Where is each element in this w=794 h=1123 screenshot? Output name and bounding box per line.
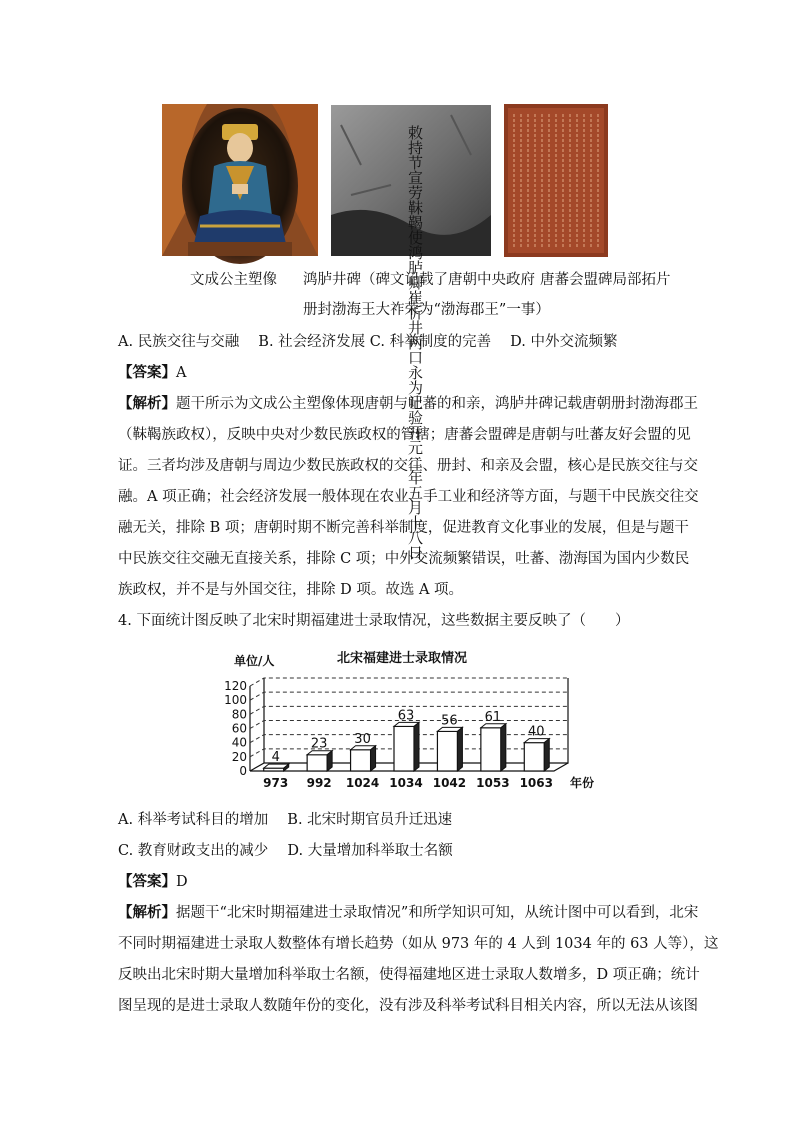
chart-y-axis-label: 单位/人 xyxy=(234,654,275,668)
chart-gridline xyxy=(250,692,568,700)
q4-analysis-line: 图呈现的是进士录取人数随年份的变化，没有涉及科举考试科目相关内容，所以无法从该图 xyxy=(118,998,698,1014)
chart-x-axis-label: 年份 xyxy=(570,776,595,790)
chart-bar xyxy=(481,724,506,771)
caption-stele: 鸿胪井碑（碑文记载了唐朝中央政府 xyxy=(303,272,535,288)
q4-analysis-line: 反映出北宋时期大量增加科举取士名额，使得福建地区进士录取人数增多，D 项正确；统计 xyxy=(118,967,700,983)
stele-inscription: 敕持节宣劳靺鞨使鸿胪卿崔忻井两口永为记验开元二年五月十八日 xyxy=(406,125,424,560)
chart-title: 北宋福建进士录取情况 xyxy=(336,651,468,666)
chart-bar xyxy=(437,727,462,771)
chart-x-tick-label: 992 xyxy=(306,776,332,790)
tang-tibet-alliance-stele-rubbing-image xyxy=(504,104,608,257)
chart-y-tick-label: 40 xyxy=(231,735,247,750)
caption-stele-line2: 册封渤海王大祚荣为“渤海郡王”一事） xyxy=(303,302,550,318)
chart-bar xyxy=(394,722,419,771)
analysis-label: 【解析】 xyxy=(118,904,176,921)
q3-analysis-line: 中民族交往交融无直接关系，排除 C 项；中外交流频繁错误，吐蕃、渤海国为国内少数民 xyxy=(118,551,690,567)
chart-data-label: 4 xyxy=(271,750,280,766)
chart-y-tick-label: 20 xyxy=(231,749,247,764)
q3-analysis-line: （靺鞨族政权），反映中央对少数民族政权的管辖；唐蕃会盟碑是唐朝与吐蕃友好会盟的见 xyxy=(118,427,691,443)
chart-x-tick-label: 973 xyxy=(263,776,289,790)
caption-statue: 文成公主塑像 xyxy=(190,272,277,288)
chart-data-label: 61 xyxy=(484,709,502,725)
analysis-label: 【解析】 xyxy=(118,395,176,412)
answer-label: 【答案】 xyxy=(118,364,176,381)
q3-analysis-line: 融。A 项正确；社会经济发展一般体现在农业、手工业和经济等方面，与题干中民族交往交 xyxy=(118,489,699,505)
q4-question: 4. 下面统计图反映了北宋时期福建进士录取情况，这些数据主要反映了（ ） xyxy=(118,613,630,629)
chart-y-tick-label: 60 xyxy=(231,721,247,736)
chart-x-tick-label: 1034 xyxy=(389,776,423,790)
answer-value: D xyxy=(176,874,188,890)
chart-y-tick-label: 80 xyxy=(231,707,247,722)
chart-x-tick-label: 1024 xyxy=(345,776,380,790)
chart-bar xyxy=(264,764,289,771)
chart-y-tick-label: 120 xyxy=(224,679,247,693)
chart-x-tick-label: 1042 xyxy=(432,776,467,790)
q3-analysis-line: 【解析】题干所示为文成公主塑像体现唐朝与吐蕃的和亲，鸿胪井碑记载唐朝册封渤海郡王 xyxy=(118,395,698,412)
jinshi-admission-chart xyxy=(222,646,606,796)
chart-x-tick-label: 1063 xyxy=(519,776,553,790)
chart-data-label: 56 xyxy=(441,713,458,729)
q4-answer xyxy=(118,873,188,891)
answer-value: A xyxy=(176,365,187,381)
q4-analysis-line: 【解析】据题干“北宋时期福建进士录取情况”和所学知识可知，从统计图中可以看到，北宋 xyxy=(118,904,699,921)
chart-data-label: 23 xyxy=(310,736,328,752)
q4-analysis-line: 不同时期福建进士录取人数整体有增长趋势（如从 973 年的 4 人到 1034 年的 63 人等），这 xyxy=(118,936,719,952)
chart-y-tick-label: 100 xyxy=(224,693,247,708)
chart-y-tick-label: 0 xyxy=(239,764,247,778)
chart-data-label: 30 xyxy=(354,731,371,747)
chart-x-tick-label: 1053 xyxy=(476,776,510,790)
q3-analysis-line: 族政权，并不是与外国交往，排除 D 项。故选 A 项。 xyxy=(118,582,464,598)
chart-bar xyxy=(524,739,549,771)
q3-analysis-line: 证。三者均涉及唐朝与周边少数民族政权的交往、册封、和亲及会盟，核心是民族交往与交 xyxy=(118,458,698,474)
chart-bar xyxy=(351,746,376,771)
q4-options-line1: A. 科举考试科目的增加 B. 北宋时期官员升迁迅速 xyxy=(118,812,453,828)
answer-label: 【答案】 xyxy=(118,873,176,890)
chart-gridline xyxy=(250,678,568,686)
chart-bar xyxy=(307,751,332,771)
chart-data-label: 63 xyxy=(397,708,415,724)
q4-options-line2: C. 教育财政支出的减少 D. 大量增加科举取士名额 xyxy=(118,843,453,859)
chart-data-label: 40 xyxy=(528,724,545,740)
princess-wencheng-statue-image xyxy=(162,104,318,256)
q3-analysis-line: 融无关，排除 B 项；唐朝时期不断完善科举制度，促进教育文化事业的发展，但是与题干 xyxy=(118,520,689,536)
caption-rubbing: 唐蕃会盟碑局部拓片 xyxy=(540,272,671,288)
q3-answer xyxy=(118,364,186,382)
q3-options: A. 民族交往与交融 B. 社会经济发展 C. 科举制度的完善 D. 中外交流频繁 xyxy=(118,334,618,350)
